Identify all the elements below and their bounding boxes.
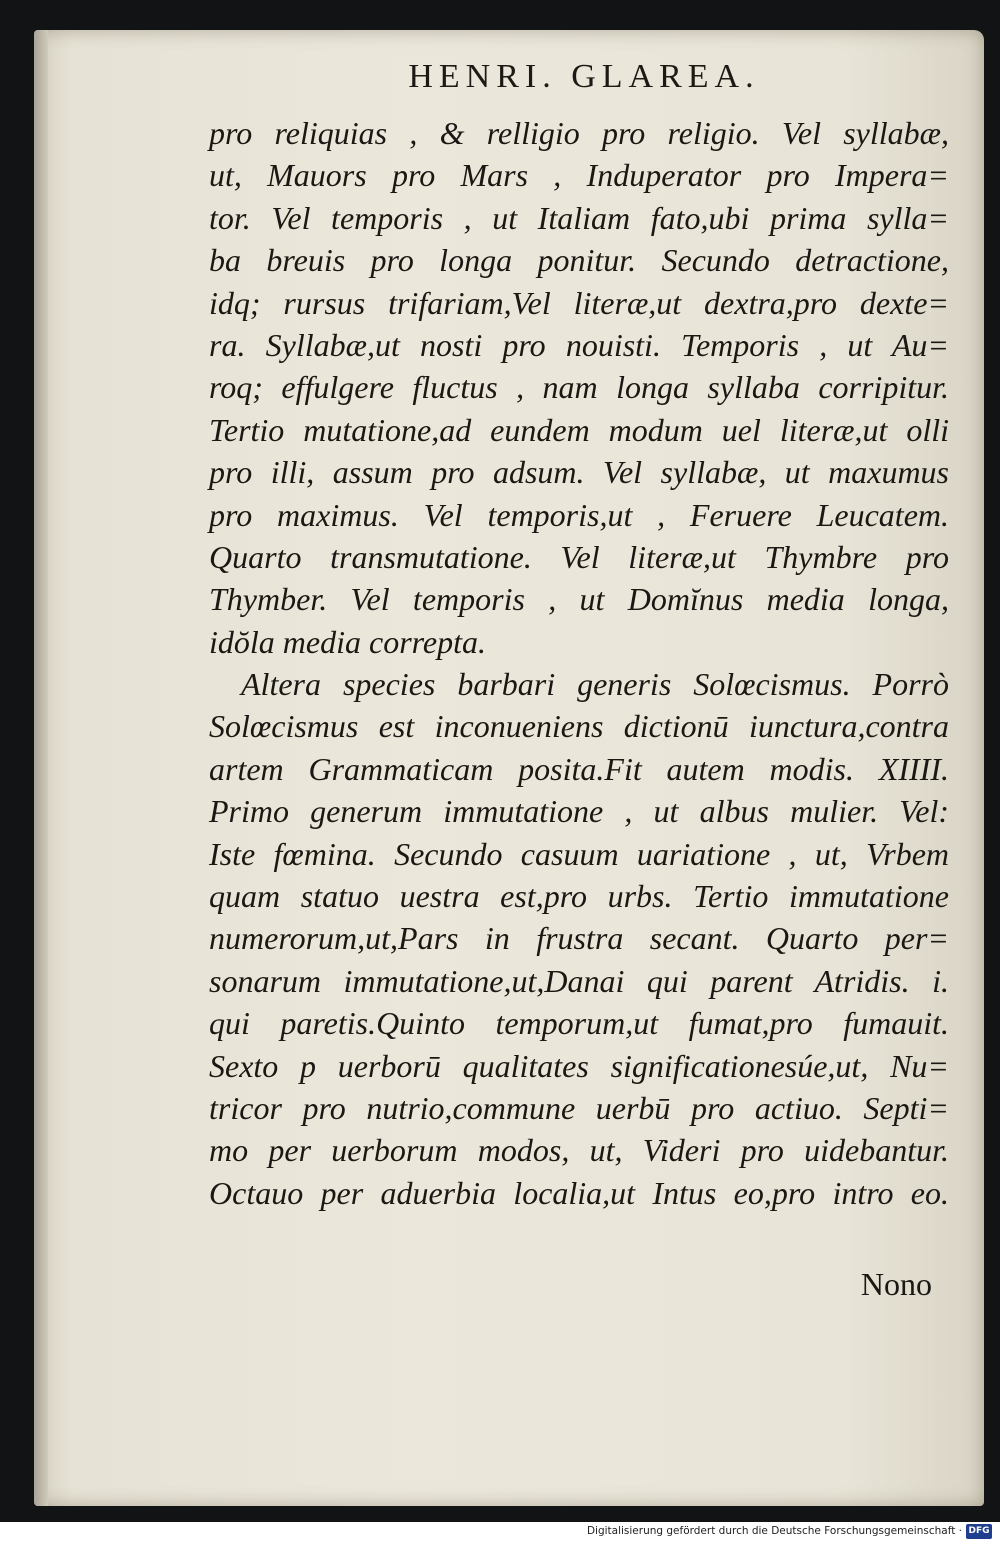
book-page <box>34 30 984 1506</box>
text-line: Primo generum immutatione , ut albus mulier. Vel: <box>209 793 949 830</box>
text-line: pro maximus. Vel temporis,ut , Feruere Leucatem. <box>209 496 949 533</box>
text-line: tor. Vel temporis , ut Italiam fato,ubi prima sylla= <box>209 199 949 236</box>
text-line: mo per uerborum modos, ut, Videri pro uidebantur. <box>209 1132 949 1169</box>
text-line: numerorum,ut,Pars in frustra secant. Quarto per= <box>209 920 949 957</box>
footer-bar <box>0 1522 1000 1544</box>
text-line: artem Grammaticam posita.Fit autem modis. XIIII. <box>209 750 949 787</box>
page-gutter-edge <box>34 30 48 1506</box>
text-line: idq; rursus trifariam,Vel literæ,ut dextra,pro dexte= <box>209 284 949 321</box>
text-line: Octauo per aduerbia localia,ut Intus eo,pro intro eo. <box>209 1174 949 1211</box>
text-line: Quarto transmutatione. Vel literæ,ut Thymbre pro <box>209 538 949 575</box>
text-line: pro illi, assum pro adsum. Vel syllabæ, ut maxumus <box>209 454 949 491</box>
text-line: Sexto p uerborū qualitates significationesúe,ut, Nu= <box>209 1047 949 1084</box>
text-line: idŏla media correpta. <box>209 623 486 660</box>
text-line: ra. Syllabæ,ut nosti pro nouisti. Temporis , ut Au= <box>209 326 949 363</box>
text-line: qui paretis.Quinto temporum,ut fumat,pro fumauit. <box>209 1005 949 1042</box>
text-line: Tertio mutatione,ad eundem modum uel literæ,ut olli <box>209 411 949 448</box>
text-line: Iste fœmina. Secundo casuum uariatione , ut, Vrbem <box>209 835 949 872</box>
running-head: HENRI. GLAREA. <box>408 58 760 95</box>
catchword: Nono <box>860 1266 932 1302</box>
text-line: ut, Mauors pro Mars , Induperator pro Impera= <box>209 157 949 194</box>
text-line: roq; effulgere fluctus , nam longa syllaba corripitur. <box>209 369 949 406</box>
text-line: tricor pro nutrio,commune uerbū pro actiuo. Septi= <box>209 1089 949 1126</box>
text-line: sonarum immutatione,ut,Danai qui parent Atridis. i. <box>209 962 949 999</box>
funding-credit: Digitalisierung gefördert durch die Deutsche Forschungsgemeinschaft · <box>586 1525 962 1537</box>
text-line: Thymber. Vel temporis , ut Domĭnus media longa, <box>209 581 949 618</box>
text-line: Solœcismus est inconueniens dictionū iunctura,contra <box>209 708 949 745</box>
text-line: quam statuo uestra est,pro urbs. Tertio immutatione <box>209 878 949 915</box>
text-line: ba breuis pro longa ponitur. Secundo detractione, <box>209 242 949 279</box>
text-block <box>209 112 949 1214</box>
text-line: Altera species barbari generis Solœcismus. Porrò <box>241 666 949 703</box>
text-line: pro reliquias , & relligio pro religio. Vel syllabæ, <box>209 115 949 151</box>
dfg-logo-icon: DFG <box>966 1524 992 1539</box>
